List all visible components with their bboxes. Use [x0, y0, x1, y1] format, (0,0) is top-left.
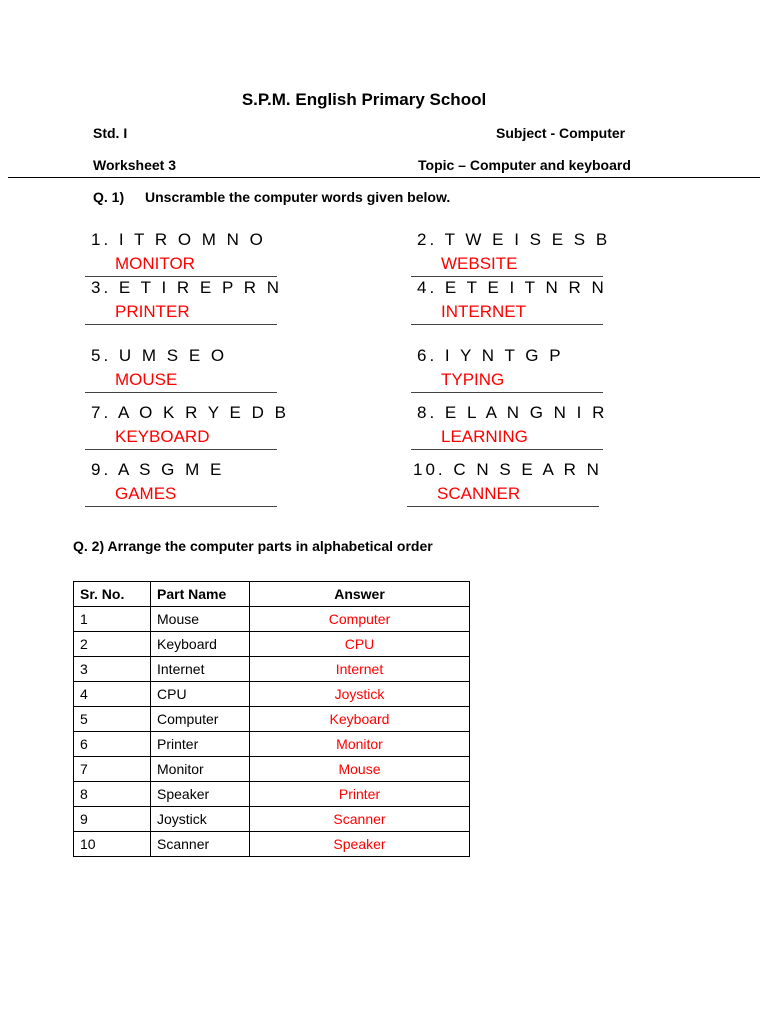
answer-cell: Monitor	[250, 732, 470, 757]
unscramble-item	[413, 460, 713, 524]
part-name-cell: Printer	[151, 732, 250, 757]
answer-cell: Joystick	[250, 682, 470, 707]
scrambled-word: 1. I T R O M N O	[91, 230, 266, 249]
parts-table	[73, 581, 470, 857]
part-name-cell: CPU	[151, 682, 250, 707]
part-name-cell: Computer	[151, 707, 250, 732]
answer-word: PRINTER	[115, 302, 190, 321]
answer-line	[85, 276, 277, 277]
answer-cell: Printer	[250, 782, 470, 807]
table-row	[74, 632, 470, 657]
table-row	[74, 782, 470, 807]
answer-line	[411, 324, 603, 325]
answer-line	[85, 324, 277, 325]
answer-line	[411, 276, 603, 277]
unscramble-item	[417, 346, 717, 410]
answer-cell: Keyboard	[250, 707, 470, 732]
scrambled-word: 8. E L A N G N I R	[417, 403, 608, 422]
sr-no-cell: 3	[74, 657, 151, 682]
sr-no-cell: 8	[74, 782, 151, 807]
part-name-cell: Scanner	[151, 832, 250, 857]
sr-no-cell: 6	[74, 732, 151, 757]
part-name-cell: Monitor	[151, 757, 250, 782]
part-name-cell: Internet	[151, 657, 250, 682]
worksheet-label: Worksheet 3	[93, 157, 176, 173]
sr-no-cell: 7	[74, 757, 151, 782]
sr-no-cell: 4	[74, 682, 151, 707]
unscramble-item	[417, 403, 717, 467]
table-row	[74, 807, 470, 832]
part-name-cell: Joystick	[151, 807, 250, 832]
column-header: Sr. No.	[74, 582, 151, 607]
answer-cell: Mouse	[250, 757, 470, 782]
answer-word: MOUSE	[115, 370, 178, 389]
scrambled-word: 9. A S G M E	[91, 460, 225, 479]
table-header-row	[74, 582, 470, 607]
unscramble-item	[91, 278, 391, 342]
answer-cell: Computer	[250, 607, 470, 632]
scrambled-word: 2. T W E I S E S B	[417, 230, 611, 249]
answer-cell: Scanner	[250, 807, 470, 832]
part-name-cell: Keyboard	[151, 632, 250, 657]
answer-word: KEYBOARD	[115, 427, 210, 446]
table-row	[74, 757, 470, 782]
scrambled-word: 10. C N S E A R N	[413, 460, 602, 479]
answer-cell: Speaker	[250, 832, 470, 857]
unscramble-item	[417, 278, 717, 342]
answer-line	[411, 449, 603, 450]
answer-word: SCANNER	[437, 484, 521, 503]
header-divider	[8, 177, 760, 178]
scrambled-word: 6. I Y N T G P	[417, 346, 564, 365]
answer-word: MONITOR	[115, 254, 195, 273]
answer-word: GAMES	[115, 484, 177, 503]
scrambled-word: 5. U M S E O	[91, 346, 228, 365]
sr-no-cell: 10	[74, 832, 151, 857]
answer-line	[85, 449, 277, 450]
q2-instruction: Q. 2) Arrange the computer parts in alphabetical order	[73, 538, 433, 554]
answer-cell: Internet	[250, 657, 470, 682]
table-row	[74, 707, 470, 732]
part-name-cell: Mouse	[151, 607, 250, 632]
unscramble-item	[91, 346, 391, 410]
table-row	[74, 732, 470, 757]
answer-word: INTERNET	[441, 302, 526, 321]
scrambled-word: 7. A O K R Y E D B	[91, 403, 289, 422]
subject-label: Subject - Computer	[496, 125, 626, 141]
part-name-cell: Speaker	[151, 782, 250, 807]
unscramble-item	[91, 403, 391, 467]
sr-no-cell: 9	[74, 807, 151, 832]
answer-word: WEBSITE	[441, 254, 518, 273]
sr-no-cell: 5	[74, 707, 151, 732]
answer-cell: CPU	[250, 632, 470, 657]
topic-label: Topic – Computer and keyboard	[418, 157, 631, 173]
column-header: Part Name	[151, 582, 250, 607]
answer-line	[85, 506, 277, 507]
sr-no-cell: 1	[74, 607, 151, 632]
column-header: Answer	[250, 582, 470, 607]
answer-line	[407, 506, 599, 507]
table-row	[74, 657, 470, 682]
q1-instruction: Unscramble the computer words given below.	[145, 189, 451, 205]
school-name: S.P.M. English Primary School	[241, 90, 487, 109]
std-label: Std. I	[93, 125, 128, 141]
answer-word: LEARNING	[441, 427, 528, 446]
table-row	[74, 682, 470, 707]
scrambled-word: 4. E T E I T N R N	[417, 278, 607, 297]
answer-line	[85, 392, 277, 393]
scrambled-word: 3. E T I R E P R N	[91, 278, 282, 297]
table-row	[74, 832, 470, 857]
answer-word: TYPING	[441, 370, 505, 389]
unscramble-item	[91, 460, 391, 524]
q1-number: Q. 1)	[93, 189, 125, 205]
table-row	[74, 607, 470, 632]
sr-no-cell: 2	[74, 632, 151, 657]
answer-line	[411, 392, 603, 393]
